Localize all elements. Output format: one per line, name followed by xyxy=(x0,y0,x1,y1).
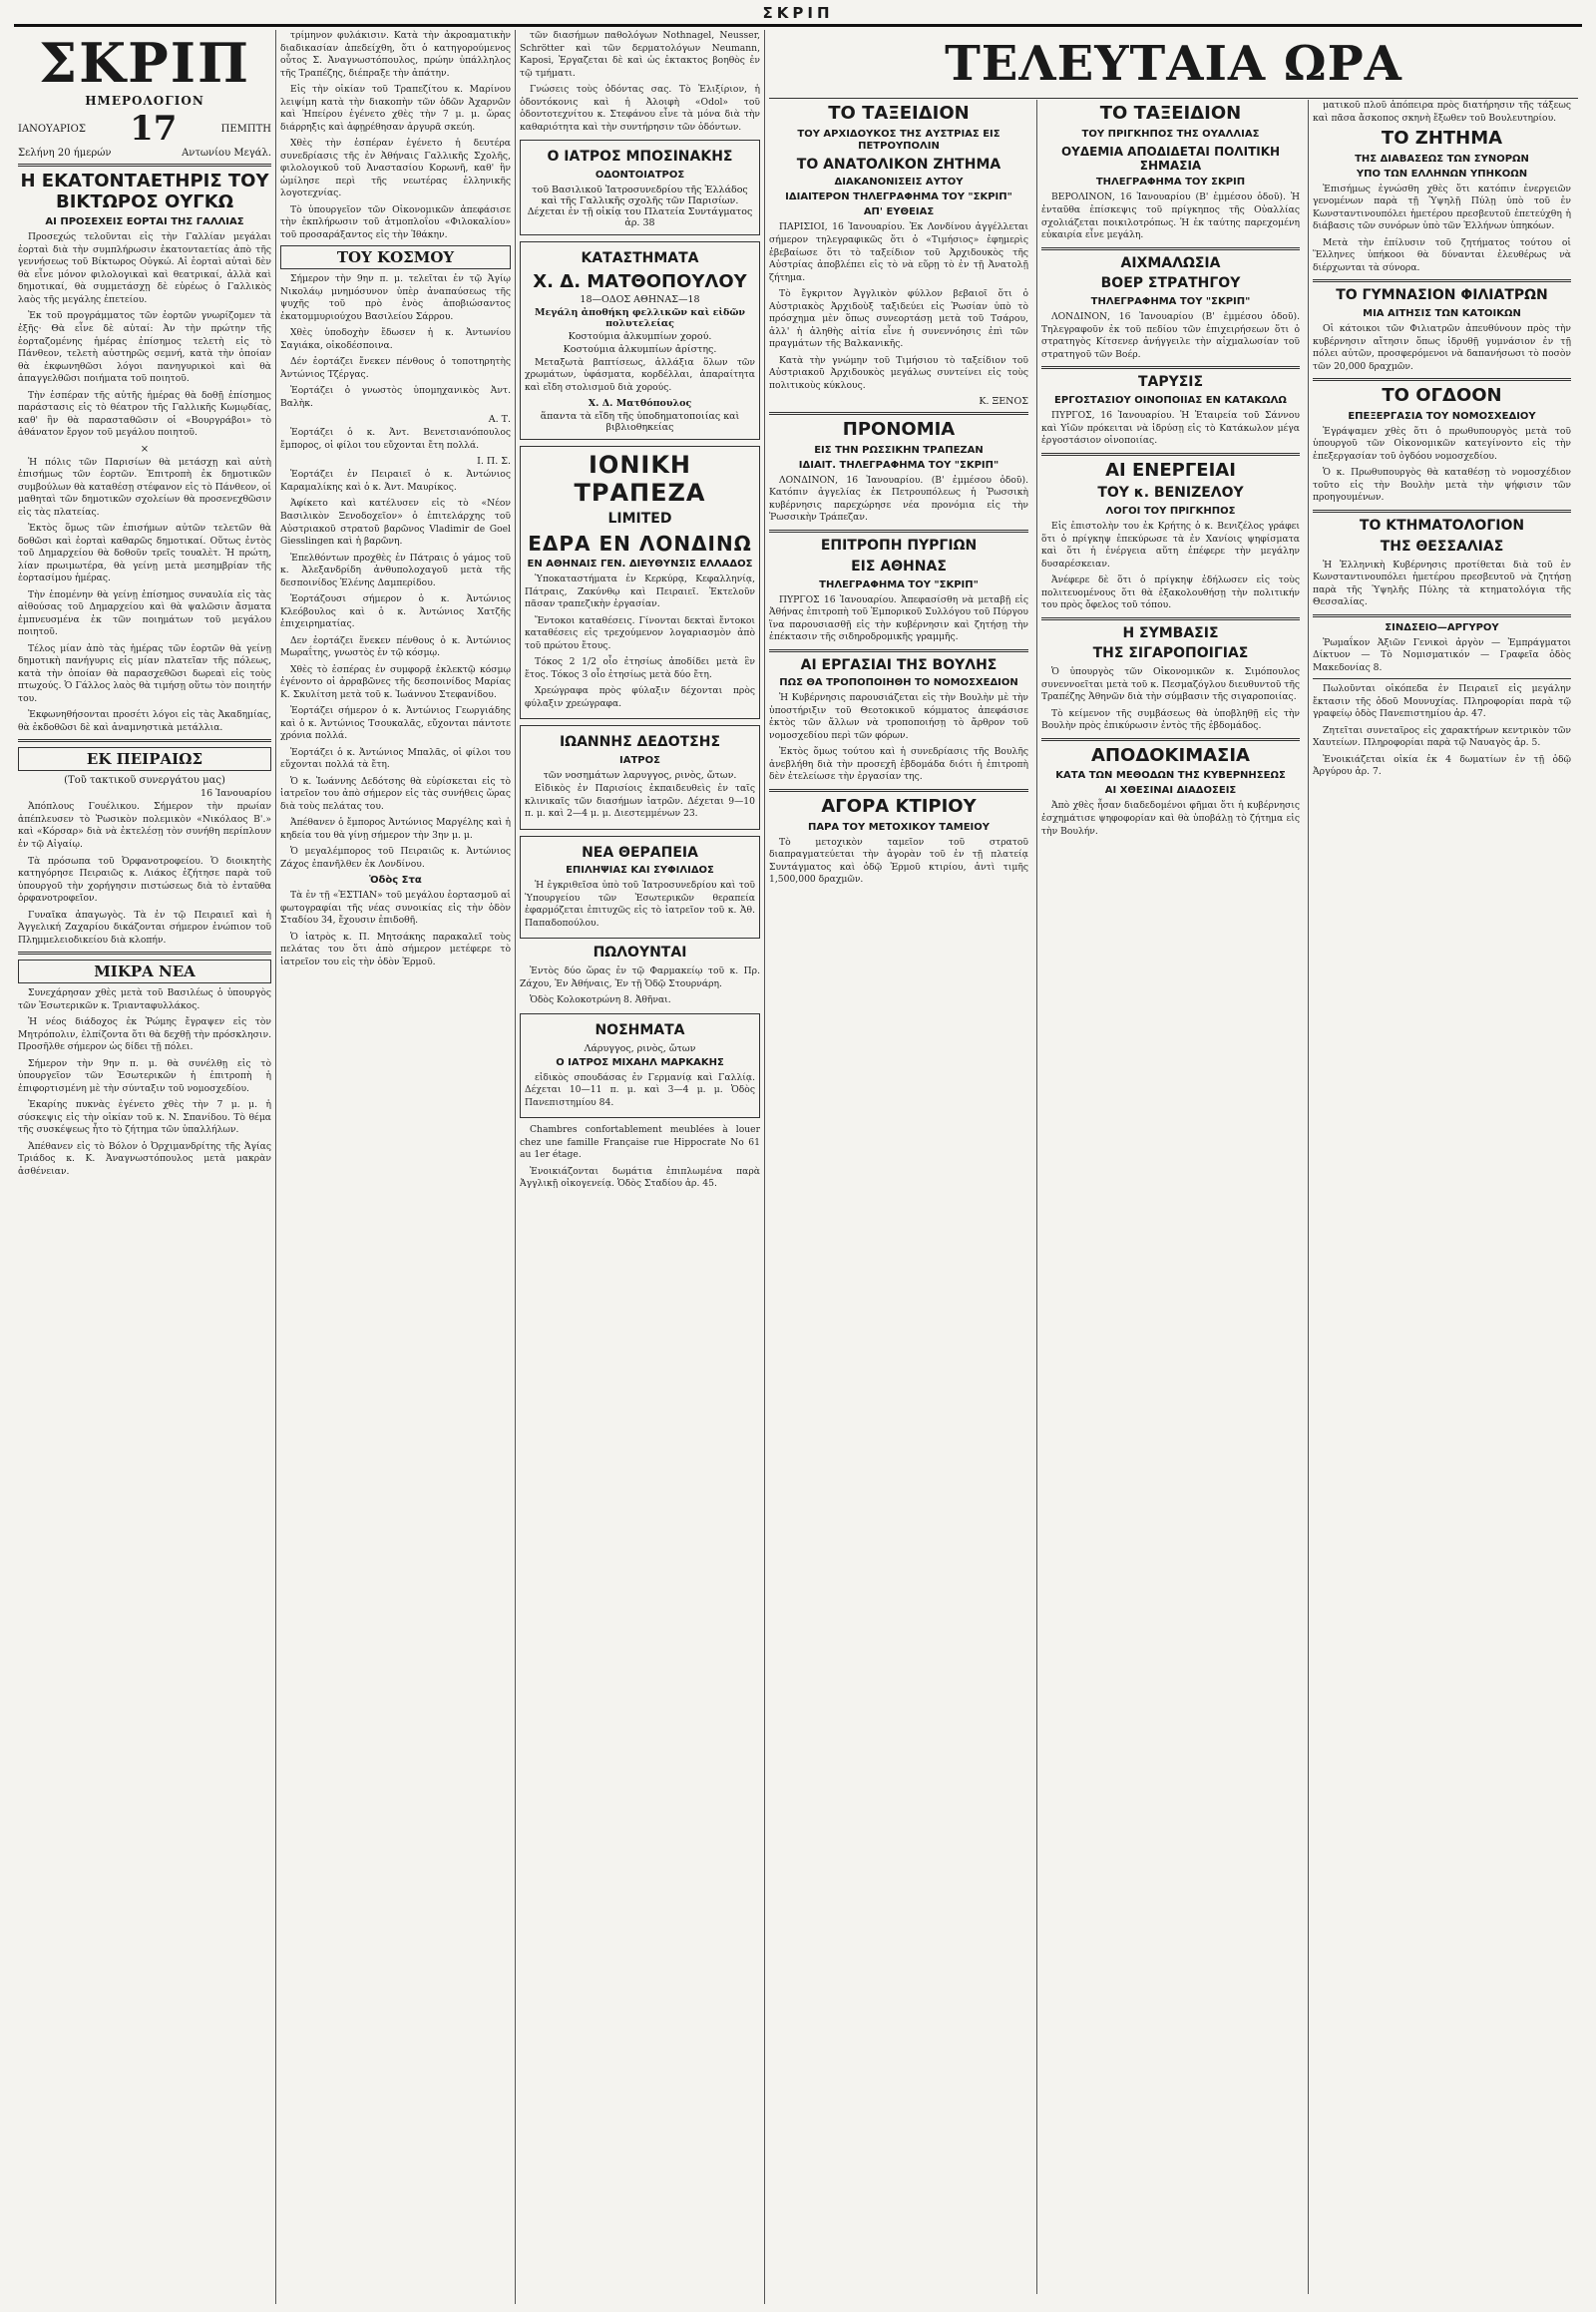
subheadline: ΛΟΓΟΙ ΤΟΥ ΠΡΙΓΚΗΠΟΣ xyxy=(1105,506,1236,518)
article-paragraph: Τὴν ἑσπέραν τῆς αὐτῆς ἡμέρας θὰ δοθῇ ἐπίσημος παράστασις εἰς τὸ θέατρον τῆς Γαλλικῆς Κωμῳδίας, καθ' ἣν θὰ παρασταθῶσιν οἱ «Βουργράβοι» τὸ ἀθάνατον ἔργον τοῦ μεγάλου ποιητοῦ. xyxy=(18,389,271,439)
ad-stores-line: Κοστούμια ἀλκυμπίων χορού. xyxy=(568,330,712,342)
column-1 xyxy=(14,30,275,2304)
article-paragraph: τρίμηνον φυλάκισιν. Κατὰ τὴν ἀκροαματικὴν διαδικασίαν ἀπεδείχθη, ὅτι ὁ κατηγορούμενος οὗτος Σ. Ἀναγνωστόπουλος, πρώην ὑπάλληλος τῆς Τραπέζης, διέπραξε τὴν ἀπάτην. xyxy=(280,30,511,79)
rule xyxy=(1041,738,1300,741)
article-paragraph: Εἰς ἐπιστολὴν του ἐκ Κρήτης ὁ κ. Βενιζέλος γράφει ὅτι ὁ πρίγκηψ ἐπεκύρωσε τὰ ἐν Χανίοις ψηφίσματα καὶ ὅτι ἡ ἐνέργεια αὕτη ἐπέφερε τὴν μεγάλην δυσαρέσκειαν. xyxy=(1041,521,1300,570)
article-paragraph: Ὁδὸς Κολοκοτρώνη 8. Ἀθῆναι. xyxy=(530,994,671,1006)
subheadline: ΚΑΤΑ ΤΩΝ ΜΕΘΟΔΩΝ ΤΗΣ ΚΥΒΕΡΝΗΣΕΩΣ xyxy=(1055,770,1286,782)
article-paragraph: ΛΟΝΔΙΝΟΝ, 16 Ἰανουαρίου (Β' ἐμμέσου ὁδοῦ). Τηλεγραφοῦν ἐκ τοῦ πεδίου τῶν ἐπιχειρήσεων ὅτι ὁ στρατηγὸς Κίτσενερ ἀνήγγειλε τὴν αἰχμαλωσίαν τοῦ στρατηγοῦ τῶν Βοέρ. xyxy=(1041,311,1300,360)
head-rule xyxy=(14,24,1582,27)
headline-mikra-nea: ΜΙΚΡΑ ΝΕΑ xyxy=(18,960,271,983)
rule xyxy=(1041,617,1300,620)
article-paragraph: Ἐπελθόντων προχθὲς ἐν Πάτραις ὁ γάμος τοῦ κ. Ἀλεξανδρίδη ἀνθυπολοχαγοῦ μετὰ τῆς δεσποινίδος Ἑλένης Δαμπερίδου. xyxy=(280,552,511,588)
subheadline: ΜΙΑ ΑΙΤΗΣΙΣ ΤΩΝ ΚΑΤΟΙΚΩΝ xyxy=(1363,308,1521,320)
rule xyxy=(1313,510,1571,513)
headline-hugo: Η ΕΚΑΤΟΝΤΑΕΤΗΡΙΣ ΤΟΥ ΒΙΚΤΩΡΟΣ ΟΥΓΚΩ xyxy=(20,171,269,212)
rule xyxy=(1041,453,1300,456)
calendar-weekday: ΠΕΜΠΤΗ xyxy=(220,123,271,135)
signature: Κ. ΞΕΝΟΣ xyxy=(979,396,1028,408)
article-paragraph: Δέν ἑορτάζει ἔνεκεν πένθους ὁ τοποτηρητὴς Ἀντώνιος Τζέργας. xyxy=(280,356,511,380)
rule xyxy=(769,789,1028,792)
telegram-label: ΙΔΙΑΙΤΕΡΟΝ ΤΗΛΕΓΡΑΦΗΜΑ ΤΟΥ "ΣΚΡΙΠ" xyxy=(785,192,1012,203)
column-2 xyxy=(275,30,515,2304)
article-paragraph: Χθὲς τὴν ἑσπέραν ἐγένετο ἡ δευτέρα συνεδρίασις τῆς ἐν Ἀθήναις Γαλλικῆς Σχολῆς, φιλολογικοῦ τοῦ Ἀναστασίου Κορωνῆ, καθ' ἣν ὡμίλησε περὶ τῆς νεωτέρας ἑλληνικῆς λογοτεχνίας. xyxy=(280,138,511,199)
article-paragraph: Προσεχώς τελοῦνται εἰς τὴν Γαλλίαν μεγάλαι ἑορταὶ διὰ τὴν συμπλήρωσιν ἑκατονταετίας ἀπὸ τῆς γεννήσεως τοῦ Βίκτωρος Οὐγκώ. Αἱ ἑορταὶ αὐταὶ δὲν θὰ εἶνε μόνον φιλολογικαὶ καὶ θεατρικαί, ἀλλὰ καὶ δημοτικαί, θὰ συμμετάσχῃ δὲ εὐρέως ὁ Γαλλικὸς λαὸς τῆς μεγάλης ἑπετείου. xyxy=(18,231,271,305)
ad-therapy-sub: ΕΠΙΛΗΨΙΑΣ ΚΑΙ ΣΥΦΙΛΙΔΟΣ xyxy=(566,865,714,877)
ad-dedotsis-name: ΙΩΑΝΝΗΣ ΔΕΔΟΤΣΗΣ xyxy=(559,734,721,751)
article-paragraph: Ἀπέθανεν ὁ ἔμπορος Ἀντώνιος Μαργέλης καὶ ἡ κηδεία του θὰ γίνῃ σήμερον τὴν 3ην μ. μ. xyxy=(280,817,511,841)
subheadline: ΠΑΡΑ ΤΟΥ ΜΕΤΟΧΙΚΟΥ ΤΑΜΕΙΟΥ xyxy=(807,821,991,833)
article-paragraph: Κατὰ τὴν γνώμην τοῦ Τιμήσιου τὸ ταξείδιον τοῦ Αὐστριακοῦ Ἀρχιδουκὸς μεγάλως συντείνει εἰς τοὺς πολιτικοὺς κύκλους. xyxy=(769,354,1028,391)
article-paragraph: Χθὲς ὑποδοχὴν ἔδωσεν ἡ κ. Ἀντωνίου Σαγιάκα, οἰκοδέσποινα. xyxy=(280,327,511,351)
headline-borders: ΤΟ ΖΗΤΗΜΑ xyxy=(1381,128,1503,150)
bank-name: ΙΟΝΙΚΗ ΤΡΑΠΕΖΑ xyxy=(574,451,706,508)
latest-news-title: ΤΕΛΕΥΤΑΙΑ ΩΡΑ xyxy=(945,36,1402,92)
subheadline: ΥΠΟ ΤΩΝ ΕΛΛΗΝΩΝ ΥΠΗΚΟΩΝ xyxy=(1356,168,1528,180)
rule xyxy=(769,98,1578,99)
calendar-title: ΗΜΕΡΟΛΟΓΙΟΝ xyxy=(85,94,204,108)
article-paragraph: Ῥωμαΐκον Ἀξιῶν Γενικοὶ ἀργὸν — Ἐμπράγματοι Δίκτυον — Τὸ Νομισματικόν — Γραφεῖα ὁδὸς Μακεδονίας 8. xyxy=(1313,636,1571,673)
rule xyxy=(769,412,1028,415)
article-paragraph: Ἐκαρίης πυκνὰς ἐγένετο χθὲς τὴν 7 μ. μ. ἡ σύσκεψις εἰς τὴν οἰκίαν τοῦ κ. Ν. Σπανίδου. Τὸ θέμα τῆς συσκέψεως ἦτο τὸ ζήτημα τῶν ὑπαλλήλων. xyxy=(18,1099,271,1136)
ad-dentist xyxy=(520,140,760,235)
bank-limited: LIMITED xyxy=(607,511,672,528)
article-paragraph: ΛΟΝΔΙΝΟΝ, 16 Ἰανουαρίου. (Β' ἐμμέσου ὁδοῦ). Κατόπιν ἀγγελίας ἐκ Πετρουπόλεως ἡ Ῥωσσικὴ κυβέρνησις παρεχώρησε νέα προνόμια εἰς τὴν Ῥωσσικὴν Τράπεζαν. xyxy=(769,474,1028,524)
article-paragraph: Χθὲς τὸ ἑσπέρας ἐν συμφορᾷ ἐκλεκτῷ κόσμῳ ἐγένοντο οἱ ἀρραβῶνες τῆς δεσποινίδος Μαρίας Κ. Σκυλίτση μετὰ τοῦ κ. Ἰωάννου Στεφανίδου. xyxy=(280,663,511,700)
section-mark: × xyxy=(140,443,150,455)
headline-captivity: ΑΙΧΜΑΛΩΣΙΑ xyxy=(1120,254,1221,271)
ad-dentist-title: ΟΔΟΝΤΟΙΑΤΡΟΣ xyxy=(595,169,685,181)
article-paragraph: Γνώσεις τοὺς ὀδόντας σας. Τὸ Ἑλιξίριον, ἡ ὀδοντόκονις καὶ ἡ Ἀλοιφὴ «Odol» τοῦ ὀδοντοτεχνίτου κ. Στεφάνου εἶνε τὰ μόνα διὰ τὴν καθαριότητα καὶ τὴν συντήρησιν τῶν ὀδόντων. xyxy=(520,84,760,133)
ad-dedotsis-title: ΙΑΤΡΟΣ xyxy=(619,755,660,767)
bank-text: Ἔντοκοι καταθέσεις. Γίνονται δεκταὶ ἔντοκοι καταθέσεις εἰς τρεχούμενον λογαριασμὸν ἀπὸ τοῦ πρώτου ἔτους. xyxy=(525,614,755,651)
ad-stores-line: Μεγάλη ἀποθήκη φελλικῶν καὶ εἰδῶν πολυτελείας xyxy=(535,306,745,329)
article-paragraph: ΒΕΡΟΛΙΝΟΝ, 16 Ἰανουαρίου (Β' ἐμμέσου ὁδοῦ). Ἡ ἐνταῦθα ἐπίσκεψις τοῦ πρίγκηπος τῆς Οὐαλλίας σχολιάζεται ποικιλοτρόπως. Ἡ ἐκ ταύτης παρεχομένη εὐκαιρία εἶνε μεγάλη. xyxy=(1041,192,1300,241)
subheadline: ΤΟ ΑΝΑΤΟΛΙΚΟΝ ΖΗΤΗΜΑ xyxy=(796,156,1001,173)
article-paragraph: Ὁ κ. Ἰωάννης Δεδότσης θὰ εὑρίσκεται εἰς τὸ ἰατρεῖον του ἀπὸ σήμερον εἰς τὰς συνήθεις ὥρας διὰ τοὺς πελάτας του. xyxy=(280,775,511,812)
headline-prince-wales: ΤΟ ΤΑΞΕΙΔΙΟΝ xyxy=(1099,103,1242,124)
article-paragraph: Ἑορτάζει ἐν Πειραιεῖ ὁ κ. Ἀντώνιος Καραμαλίκης καὶ ὁ κ. Ἀντ. Μαυρίκος. xyxy=(280,469,511,493)
subheadline: ΠΩΣ ΘΑ ΤΡΟΠΟΠΟΙΗΘΗ ΤΟ ΝΟΜΟΣΧΕΔΙΟΝ xyxy=(779,677,1018,689)
subheadline: ΒΟΕΡ ΣΤΡΑΤΗΓΟΥ xyxy=(1100,275,1241,292)
headline-odos: Ὁδὸς Στα xyxy=(369,875,422,887)
article-paragraph: Ἡ Ἑλληνικὴ Κυβέρνησις προτίθεται διὰ τοῦ ἐν Κωνσταντινουπόλει ἡμετέρου πρεσβευτοῦ νὰ ζητήσῃ παρὰ τῆς Ὑψηλῆς Πύλης τὰ κτηματολόγια τῆς Θεσσαλίας. xyxy=(1313,559,1571,608)
headline-gymnasium: ΤΟ ΓΥΜΝΑΣΙΟΝ ΦΙΛΙΑΤΡΩΝ xyxy=(1336,287,1548,304)
article-paragraph: Τὸ ὑπουργεῖον τῶν Οἰκονομικῶν ἀπεφάσισε τὴν ἐκπλήρωσιν τοῦ ἀτμοπλοΐου «Φιλοκαλίου» τοῦ προσαράξαντος εἰς τὴν Ἰθάκην. xyxy=(280,203,511,240)
rule xyxy=(769,649,1028,652)
headline-parliament: ΑΙ ΕΡΓΑΣΙΑΙ ΤΗΣ ΒΟΥΛΗΣ xyxy=(800,656,998,673)
article-paragraph: Ἐκτὸς ὅμως τούτου καὶ ἡ συνεδρίασις τῆς Βουλῆς ἀνεβλήθη διὰ τὴν προσεχῆ ἑβδομάδα διότι ἡ ἐπιτροπὴ δὲν ἐτελείωσε τὴν ἐργασίαν της. xyxy=(769,746,1028,783)
columns xyxy=(14,30,1582,2304)
article-paragraph: Ἡ Κυβέρνησις παρουσιάζεται εἰς τὴν Βουλὴν μὲ τὴν ὑποστήριξιν τοῦ Θεοτοκικοῦ κόμματος ἀπεφάσισε ἐκτὸς τῶν ἄλλων νὰ τροποποιήσῃ τὸ ἄρθρον τοῦ νομοσχεδίου περὶ τῶν φόρων. xyxy=(769,692,1028,741)
article-paragraph: Ἐκφωνηθήσονται προσέτι λόγοι εἰς τὰς Ἀκαδημίας, θὰ ἐκδοθῶσι δὲ καὶ ἀναμνηστικὰ μετάλλια. xyxy=(18,709,271,733)
article-paragraph: Ἐπισήμως ἐγνώσθη χθὲς ὅτι κατόπιν ἐνεργειῶν γενομένων παρὰ τῇ Ὑψηλῇ Πύλῃ ὑπὸ τοῦ ἐν Κωνσταντινουπόλει ἡμετέρου πρεσβευτοῦ ἐπετεύχθη ἡ διάβασις τῶν συνόρων ὑπὸ τῶν Ἑλλήνων ὑπηκόων. xyxy=(1313,183,1571,232)
article-paragraph: Γυναῖκα ἀπαγωγὸς. Τὰ ἐν τῷ Πειραιεῖ καὶ ἡ Ἀγγελική Ζαχαρίου δικάζονται σήμερον ἐνώπιον τοῦ Πλημμελειοδικείου διὰ κλοπήν. xyxy=(18,909,271,946)
telegram-label: ΤΗΛΕΓΡΑΦΗΜΑ ΤΟΥ ΣΚΡΙΠ xyxy=(1095,177,1246,189)
telegram-label: ΤΗΛΕΓΡΑΦΗΜΑ ΤΟΥ "ΣΚΡΙΠ" xyxy=(819,578,979,590)
subheadline: ΤΟΥ ΠΡΙΓΚΗΠΟΣ ΤΗΣ ΟΥΑΛΛΙΑΣ xyxy=(1081,128,1260,140)
ad-stores xyxy=(520,241,760,440)
telegram-label: ΑΠ' ΕΥΘΕΙΑΣ xyxy=(863,206,935,218)
headline-founding: ΤΑΡΥΣΙΣ xyxy=(1137,374,1204,391)
article-paragraph: Ὁ ὑπουργὸς τῶν Οἰκονομικῶν κ. Σιμόπουλος συνεννοεῖται μετὰ τοῦ κ. Πεσμαζόγλου διευθυντοῦ τῆς Τραπέζης Ἀθηνῶν διὰ τὴν σύμβασιν τῆς σιγαροποιίας. xyxy=(1041,666,1300,703)
piraeus-byline: (Τοῦ τακτικοῦ συνεργάτου μας) xyxy=(64,775,225,787)
calendar-row-2 xyxy=(18,148,271,159)
article-paragraph: Σήμερον τὴν 9ην π. μ. θὰ συνέλθῃ εἰς τὸ ὑπουργεῖον τῶν Ἐσωτερικῶν ἡ ἐπιτροπὴ ἡ ἐπιφορτισμένη μὲ τὴν σύνταξιν τοῦ νομοσχεδίου. xyxy=(18,1057,271,1094)
classified-ad: Ζητεῖται συνεταῖρος εἰς χαρακτήρων κεντρικὸν τῶν Χαυτείων. Πληροφορίαι παρὰ τῷ Ναυαγὸς ἀρ. 5. xyxy=(1313,724,1571,749)
subheadline: ΤΗΣ ΔΙΑΒΑΣΕΩΣ ΤΩΝ ΣΥΝΟΡΩΝ xyxy=(1355,153,1529,165)
masthead-title: ΣΚΡΙΠ xyxy=(39,31,250,95)
calendar-month: ΙΑΝΟΥΑΡΙΟΣ xyxy=(18,123,86,135)
article-paragraph: τῶν διασήμων παθολόγων Nothnagel, Neusser, Schrötter καὶ τῶν δερματολόγων Neumann, Kaposi, Ἐργαζεται δὲ καὶ ὡς ἐκτακτος βοηθὸς ἐν τῷ τμήματι. xyxy=(520,30,760,79)
article-paragraph: Τὰ ἐν τῇ «ἙΣΤΙΑΝ» τοῦ μεγάλου ἑορτασμοῦ αἱ φωτογραφίαι τῆς νέας συνοικίας εἰς τὴν ὁδὸν Σταδίου 34, ἔχουσιν ἐπιδοθῆ. xyxy=(280,890,511,927)
telegram-label: ΙΔΙΑΙΤ. ΤΗΛΕΓΡΑΦΗΜΑ ΤΟΥ "ΣΚΡΙΠ" xyxy=(798,459,999,471)
rule xyxy=(769,530,1028,533)
headline-eighth: ΤΟ ΟΓΔΟΟΝ xyxy=(1382,385,1502,407)
headline-exchange: ΣΙΝΔΣΕΙΟ—ΑΡΓΥΡΟΥ xyxy=(1385,621,1499,633)
calendar-day: 17 xyxy=(130,109,178,149)
ad-markakis-specialty: Λάρυγγος, ρινὸς, ὤτων xyxy=(584,1042,696,1054)
latest-news-section xyxy=(764,30,1582,2304)
bank-text: Τόκος 2 1/2 οἷο ἐτησίως ἀποδίδει μετὰ ἓν ἔτος. Τόκος 3 οἷο ἐτησίως μετὰ δύο ἔτη. xyxy=(525,656,755,680)
article-paragraph: Ἀπέθανεν εἰς τὸ Βόλον ὁ Ὀρχιμανδρίτης τῆς Ἁγίας Τριάδος κ. Κ. Ἀναγνωστόπουλος μετὰ μακρὰν ἀσθένειαν. xyxy=(18,1140,271,1177)
subheadline: ΑΙ ΧΘΕΣΙΝΑΙ ΔΙΑΔΟΣΕΙΣ xyxy=(1104,785,1237,797)
article-paragraph: Chambres confortablement meublées à louer chez une famille Française rue Hippocrate No 61 au 1er étage. xyxy=(520,1124,760,1161)
rule xyxy=(1041,366,1300,369)
calendar-moon: Σελήνη 20 ήμερών xyxy=(18,148,112,159)
headline-polountai: ΠΩΛΟΥΝΤΑΙ xyxy=(593,945,687,962)
ad-stores-name: Χ. Δ. ΜΑΤΘΟΠΟΥΛΟΥ xyxy=(533,270,747,292)
article-paragraph: Τὸ κείμενον τῆς συμβάσεως θὰ ὑποβληθῇ εἰς τὴν Βουλὴν πρὸς ἐπικύρωσιν ἐντὸς τῆς ἑβδομάδος. xyxy=(1041,707,1300,732)
ad-therapy-title: ΝΕΑ ΘΕΡΑΠΕΙΑ xyxy=(582,844,698,861)
headline-piraeus: ΕΚ ΠΕΙΡΑΙΩΣ xyxy=(18,747,271,771)
headline-cadastre: ΤΟ ΚΤΗΜΑΤΟΛΟΓΙΟΝ xyxy=(1359,517,1525,534)
article-paragraph: Τὰ πρόσωπα τοῦ Ὀρφανοτροφείου. Ὁ διοικητὴς κατηγόρησε Πειραιῶς κ. Λιάκος ἐζήτησε παρὰ τοῦ ὑπουργοῦ τὴν χορήγησιν πιστώσεως διὰ τὸ ἐνταῦθα ὀρφανοτροφεῖον. xyxy=(18,855,271,905)
article-paragraph: Ἐκτὸς ὅμως τῶν ἐπισήμων αὐτῶν τελετῶν θὰ δοθῶσι καὶ ἑορταὶ καθαρῶς δημοτικαί. Οὕτως ἐντὸς τοῦ Δημαρχείου θὰ δοθοῦν τρεῖς τουαλὲτ. Ἡ πρώτη, λίαν πρωιμωτέρα, θὰ γείνῃ μετὰ μεσημβρίαν τῆς ἑορτασίμου ἡμέρας. xyxy=(18,523,271,584)
ad-stores-signature: Χ. Δ. Ματθόπουλος xyxy=(588,398,692,410)
article-paragraph: Σήμερον τὴν 9ην π. μ. τελεῖται ἐν τῷ Ἁγίῳ Νικολάῳ μνημόσυνον ὑπὲρ ἀναπαύσεως τῆς ψυχῆς τοῦ πρὸ ἑνὸς ἀποβιώσαντος ἐκατομμυριούχου Βασιλείου Σάρρου. xyxy=(280,273,511,322)
article-paragraph: Εἰς τὴν οἰκίαν τοῦ Τραπεζίτου κ. Μαρίνου λειψίμη κατὰ τὴν διακοπὴν τῶν ὁδῶν Ἀχαρνῶν καὶ Ἠπείρου ἐγένετο χθὲς τὴν 7 μ. μ. ὥρας διάρρηξις καὶ ἀφῃρέθησαν ἀργυρᾶ σκεύη. xyxy=(280,84,511,133)
bank-seat: ΕΔΡΑ ΕΝ ΛΟΝΔΙΝΩ xyxy=(528,532,752,557)
headline-archduke: ΤΟ ΤΑΞΕΙΔΙΟΝ xyxy=(828,103,970,124)
headline-tou-kosmou: ΤΟΥ ΚΟΣΜΟΥ xyxy=(280,245,511,269)
subheadline: ΕΠΕΞΕΡΓΑΣΙΑ ΤΟΥ ΝΟΜΟΣΧΕΔΙΟΥ xyxy=(1348,410,1536,422)
article-paragraph: ΠΑΡΙΣΙΟΙ, 16 Ἰανουαρίου. Ἐκ Λονδίνου ἀγγέλλεται σήμερον τηλεγραφικῶς ὅτι ὁ «Τιμήσιος» ἐφημερὶς ἐβεβαίωσε ὅτι τὸ ταξείδιον τοῦ Ἀρχιδουκὸς τῆς Αὐστρίας ἀποβλέπει εἰς τὸ νὰ εὕρῃ τὸ ἐν τῇ Ἀνατολῇ ζήτημα. xyxy=(769,221,1028,283)
ad-stores-line: Κοστούμια ἀλκυμπίων ἀρίστης. xyxy=(563,343,717,355)
article-paragraph: Ἐντὸς δύο ὥρας ἐν τῷ Φαρμακείῳ τοῦ κ. Πρ. Ζάχου, Ἐν Ἀθήναις, Ἐν τῇ Ὁδῷ Στουρνάρη. xyxy=(520,965,760,989)
article-paragraph: Ὁ ἰατρὸς κ. Π. Μητσάκης παρακαλεῖ τοὺς πελάτας του ὅτι ἀπὸ σήμερον μετέφερε τὸ ἰατρεῖον του εἰς τὴν ὁδὸν Ἑρμοῦ. xyxy=(280,931,511,967)
ad-stores-tail: ἅπαντα τὰ εἴδη τῆς ὑποδηματοποιίας καὶ βιβλιοθηκείας xyxy=(540,411,740,434)
article-paragraph: Τὸ ἔγκριτον Ἀγγλικὸν φύλλον βεβαιοῖ ὅτι ὁ Αὐστριακὸς Ἀρχιδοὺξ ταξιδεύει εἰς Ῥωσίαν ὑπὸ τὸ πρόσχημα μὲν ὅπως συνεορτάσῃ μετὰ τοῦ Τσάρου, ἀλλ' ἡ ἀληθὴς αἰτία εἶνε ἡ συνεννόησις ἐπὶ τῶν πραγμάτων τῆς Βαλκανικῆς. xyxy=(769,288,1028,350)
article-paragraph: Τέλος μίαν ἀπὸ τὰς ἡμέρας τῶν ἑορτῶν θὰ γείνῃ δημοτικὴ πανήγυρις εἰς μίαν πλατεῖαν τῆς πόλεως, κατὰ τὴν ὁποίαν θὰ παρασχεθῶσι δωρεαὶ εἰς τοὺς πτωχούς. Ὁ Γάλλος λαὸς θὰ τιμήσῃ οὕτω τὸν ποιητήν του. xyxy=(18,642,271,704)
column-3 xyxy=(515,30,764,2304)
rule xyxy=(18,739,271,742)
article-paragraph: Ἑορτάζει σήμερον ὁ κ. Ἀντώνιος Γεωργιάδης καὶ ὁ κ. Ἀντώνιος Τσουκαλᾶς, εὔχονται πάντοτε χρόνια πολλά. xyxy=(280,705,511,742)
article-paragraph: ματικοῦ πλοῦ ἀπόπειρα πρὸς διατήρησιν τῆς τάξεως καὶ πᾶσα ἄσκοπος σκηνὴ ἔξωθεν τοῦ Βουλευτηρίου. xyxy=(1313,100,1571,124)
ad-stores-text: Μεταξωτὰ βαπτίσεως, ἀλλάξια ὅλων τῶν χρωμάτων, ὑφάσματα, κορδέλλαι, ἀπαραίτητα καὶ εἴδη στολισμοῦ διὰ χορούς. xyxy=(525,356,755,393)
bank-text: Ὑποκαταστήματα ἐν Κερκύρᾳ, Κεφαλληνίᾳ, Πάτραις, Ζακύνθῳ καὶ Πειραιεῖ. Ἐκτελοῦν πᾶσαν τραπεζικὴν ἐργασίαν. xyxy=(525,574,755,610)
ad-dedotsis xyxy=(520,725,760,829)
article-paragraph: Τὸ μετοχικὸν ταμεῖον τοῦ στρατοῦ διαπραγματεύεται τὴν ἀγορὰν τοῦ ἐν τῇ πλατείᾳ Συντάγματος καὶ ὁδῷ Ἑρμοῦ κτιρίου, ἀντὶ τιμῆς 1,500,000 δραχμῶν. xyxy=(769,836,1028,886)
ad-dentist-text: τοῦ Βασιλικοῦ Ἰατροσυνεδρίου τῆς Ἑλλάδος καὶ τῆς Γαλλικῆς σχολῆς τῶν Παρισίων. Δέχεται ἐν τῇ οἰκίᾳ του Πλατεία Συντάγματος ἀρ. 38 xyxy=(527,184,753,228)
article-paragraph: Οἱ κάτοικοι τῶν Φιλιατρῶν ἀπευθύνουν πρὸς τὴν κυβέρνησιν αἴτησιν ὅπως ἱδρυθῇ γυμνάσιον ἐν τῇ πόλει αὐτῶν, προσφερόμενοι νὰ δαπανήσωσι τὸ ποσὸν τῶν 20,000 δραχμῶν. xyxy=(1313,323,1571,372)
rule xyxy=(18,952,271,955)
article-paragraph: Ἐνοικιάζονται δωμάτια ἐπιπλωμένα παρὰ Ἀγγλικῇ οἰκογενείᾳ. Ὁδὸς Σταδίου ἀρ. 45. xyxy=(520,1165,760,1190)
article-paragraph: Ἑορτάζει ὁ γνωστὸς ὑπομηχανικὸς Ἀντ. Βαλὴκ. xyxy=(280,385,511,409)
headline-disapproval: ΑΠΟΔΟΚΙΜΑΣΙΑ xyxy=(1091,744,1250,766)
article-paragraph: Ἐγράψαμεν χθὲς ὅτι ὁ πρωθυπουργὸς μετὰ τοῦ ὑπουργοῦ τῶν Οἰκονομικῶν κατεγίνοντο εἰς τὴν ἐπεξεργασίαν τοῦ ὀγδόου νομοσχεδίου. xyxy=(1313,425,1571,462)
ad-markakis-heading: ΝΟΣΗΜΑΤΑ xyxy=(595,1021,685,1038)
classified-ad: Πωλοῦνται οἰκόπεδα ἐν Πειραιεῖ εἰς μεγάλην ἔκτασιν τῆς ὁδοῦ Μουνυχίας. Πληροφορίαι παρὰ τῷ γραφείῳ ὁδὸς Πανεπιστημίου ἀρ. 47. xyxy=(1313,683,1571,720)
article-paragraph: Ἑορτάζει ὁ κ. Ἀντώνιος Μπαλᾶς, οἱ φίλοι του εὔχονται πολλά τὰ ἔτη. xyxy=(280,746,511,771)
telegram-label: ΤΗΛΕΓΡΑΦΗΜΑ ΤΟΥ "ΣΚΡΙΠ" xyxy=(1090,296,1251,308)
article-paragraph: Ἀφίκετο καὶ κατέλυσεν εἰς τὸ «Νέον Βασιλικὸν Ξενοδοχεῖον» ὁ ἐπιτελάρχης τοῦ Αὐστριακοῦ στρατοῦ βαρῶνος Vladimir de Goel Giesslingen καὶ ἡ βαρῶνη. xyxy=(280,498,511,548)
article-paragraph: Ἀνέφερε δὲ ὅτι ὁ πρίγκηψ ἐδήλωσεν εἰς τοὺς πολιτευομένους ὅτι θὰ ἐξακολουθήσῃ τὴν πολιτικήν του πρὸς ὄφελος τοῦ τόπου. xyxy=(1041,575,1300,611)
article-paragraph: Ἡ νέος διάδοχος ἐκ Ῥώμης ἔγραψεν εἰς τὸν Μητρόπολιν, ἐλπίζοντα ὅτι θὰ δεχθῇ τὴν πρόσκλησιν. Προσῆλθε σήμερον ὡς δίδει τῇ πόλει. xyxy=(18,1016,271,1053)
subheadline: ΕΙΣ ΑΘΗΝΑΣ xyxy=(851,558,947,575)
headline-contract: Η ΣΥΜΒΑΣΙΣ xyxy=(1122,624,1219,641)
subheadline: ΤΗΣ ΣΙΓΑΡΟΠΟΙΓΙΑΣ xyxy=(1092,645,1249,662)
headline-venizelos: ΑΙ ΕΝΕΡΓΕΙΑΙ xyxy=(1105,459,1236,481)
rule xyxy=(1041,247,1300,250)
subheadline: ΤΟΥ κ. ΒΕΝΙΖΕΛΟΥ xyxy=(1097,485,1244,502)
article-paragraph: Δεν ἑορτάζει ἕνεκεν πένθους ὁ κ. Ἀντώνιος Μωραΐτης, γνωστὸς ἐν τῷ κόσμῳ. xyxy=(280,634,511,659)
article-paragraph: Ὁ κ. Πρωθυπουργὸς θὰ καταθέσῃ τὸ νομοσχέδιον τοῦτο εἰς τὴν Βουλὴν μετὰ τὴν ψήφισιν τῶν προηγουμένων. xyxy=(1313,467,1571,504)
article-paragraph: Τὴν ἑπομένην θὰ γείνῃ ἐπίσημος συναυλία εἰς τὰς αἰθούσας τοῦ Δημαρχείου καὶ θὰ ψαλῶσιν ἄσματα ἐμπνευσμένα ἐκ τῶν ποιημάτων τοῦ μεγάλου ποιητοῦ. xyxy=(18,588,271,638)
running-head: ΣΚΡΙΠ xyxy=(762,4,834,22)
subheadline: ΤΗΣ ΘΕΣΣΑΛΙΑΣ xyxy=(1380,538,1504,555)
article-paragraph: ΠΥΡΓΟΣ, 16 Ἰανουαρίου. Ἡ Ἑταιρεία τοῦ Σάννου καὶ Υἱῶν πρόκειται νὰ ἱδρύσῃ εἰς τὸ Κατάκωλον μέγα ἐργοστάσιον οἰνοποιίας. xyxy=(1041,409,1300,447)
ad-ionian-bank xyxy=(520,446,760,719)
ad-markakis xyxy=(520,1013,760,1118)
subheadline: ΟΥΔΕΜΙΑ ΑΠΟΔΙΔΕΤΑΙ ΠΟΛΙΤΙΚΗ ΣΗΜΑΣΙΑ xyxy=(1060,144,1281,174)
article-paragraph: Ὁ μεγαλέμπορος τοῦ Πειραιῶς κ. Ἀντώνιος Ζάχος ἐπανῆλθεν ἐκ Λονδίνου. xyxy=(280,846,511,870)
signature: Ι. Π. Σ. xyxy=(477,456,511,468)
headline-building: ΑΓΟΡΑ ΚΤΙΡΙΟΥ xyxy=(821,796,977,817)
article-paragraph: ΠΥΡΓΟΣ 16 Ἰανουαρίου. Ἀπεφασίσθη νὰ μεταβῇ εἰς Ἀθήνας ἐπιτροπὴ τοῦ Ἐμπορικοῦ Συλλόγου τοῦ Πύργου ἵνα παρουσιασθῇ εἰς τὴν κυβέρνησιν καὶ ζητήσῃ τὴν ἐπέκτασιν τῆς σιδηροδρομικῆς γραμμῆς. xyxy=(769,593,1028,643)
subheadline: ΕΙΣ ΤΗΝ ΡΩΣΣΙΚΗΝ ΤΡΑΠΕΖΑΝ xyxy=(814,444,984,456)
rule xyxy=(1313,279,1571,282)
article-paragraph: Συνεχάρησαν χθὲς μετὰ τοῦ Βασιλέως ὁ ὑπουργὸς τῶν Ἐσωτερικῶν κ. Τριανταφυλλάκος. xyxy=(18,987,271,1011)
column-4 xyxy=(765,100,1032,2294)
subheadline: ΕΡΓΟΣΤΑΣΙΟΥ ΟΙΝΟΠΟΙΙΑΣ ΕΝ ΚΑΤΑΚΩΛΩ xyxy=(1054,394,1287,406)
article-paragraph: Ἀπὸ χθὲς ἦσαν διαδεδομένοι φῆμαι ὅτι ἡ κυβέρνησις ἐσχημάτισε ψηφοφορίαν καὶ θὰ ὑποβάλῃ τὸ ζήτημα εἰς τὴν Βουλήν. xyxy=(1041,800,1300,837)
ad-dedotsis-specialty: τῶν νοσημάτων λαρυγγος, ρινὸς, ὤτων. xyxy=(543,770,737,782)
rule xyxy=(1313,378,1571,381)
ad-therapy-text: Ἡ ἐγκριθεῖσα ὑπὸ τοῦ Ἰατροσυνεδρίου καὶ τοῦ Ὑπουργείου τῶν Ἐσωτερικῶν θεραπεία ἐφαρμόζεται ἐπιτυχῶς εἰς τὸ ἰατρεῖον τοῦ κ. Ἀθ. Παπαδοπούλου. xyxy=(525,880,755,929)
column-6 xyxy=(1308,100,1575,2294)
article-paragraph: Ἑορτάζει ὁ κ. Ἀντ. Βενετσιανόπουλος ἔμπορος, οἱ φίλοι του εὔχονται ἔτη πολλά. xyxy=(280,427,511,451)
ad-therapy xyxy=(520,836,760,940)
bank-text: Χρεώγραφα πρὸς φύλαξιν δέχονται πρὸς φύλαξιν χρεώγραφα. xyxy=(525,685,755,709)
headline-privileges: ΠΡΟΝΟΜΙΑ xyxy=(842,419,956,441)
rule xyxy=(1313,678,1571,679)
rule xyxy=(18,164,271,167)
rule xyxy=(1313,614,1571,617)
headline-pyrgos-committee: ΕΠΙΤΡΟΠΗ ΠΥΡΓΙΩΝ xyxy=(820,537,978,554)
article-paragraph: Ἡ πόλις τῶν Παρισίων θὰ μετάσχῃ καὶ αὐτὴ ἐπισήμως τῶν ἑορτῶν. Ἐπιτροπὴ ἐκ δημοτικῶν συμβούλων θὰ καταθέσῃ στέφανον εἰς τὸ Πάνθεον, οἱ μαθηταὶ τῶν δημοτικῶν σχολείων θὰ προσενεχθῶσιν εἰς τὰς πλατείας. xyxy=(18,456,271,518)
article-paragraph: Ἐκ τοῦ προγράμματος τῶν ἑορτῶν γνωρίζομεν τὰ ἑξῆς· Θὰ εἶνε δὲ αὐταί: Ἀν τὴν πρώτην τῆς ἑορταζομένης ἡμέρας ἐπίσημος τελετὴ εἰς τὸ Πάνθεον, τελετὴ αὐστηρῶς σεμνή, κατὰ τὴν ὁποίαν θὰ ἐκφωνηθῶσι λόγοι πανηγυρικοὶ καὶ θὰ ἀπαγγελθῶσι ποιήματα τοῦ ποιητοῦ. xyxy=(18,310,271,385)
calendar-saint: Αντωνίου Μεγάλ. xyxy=(182,148,271,159)
column-5 xyxy=(1036,100,1304,2294)
ad-markakis-text: εἰδικὸς σπουδάσας ἐν Γερμανίᾳ καὶ Γαλλίᾳ. Δέχεται 10—11 π. μ. καὶ 3—4 μ. μ. Ὁδὸς Πανεπιστημίου 84. xyxy=(525,1071,755,1108)
ad-dedotsis-text: Εἰδικὸς ἐν Παρισίοις ἐκπαιδευθεὶς ἐν ταῖς κλινικαῖς τῶν διασήμων ἰατρῶν. Δέχεται 9—10 π. μ. καὶ 2—4 μ. μ. Διεστεμμένων 23. xyxy=(525,783,755,820)
ad-markakis-name: Ο ΙΑΤΡΟΣ ΜΙΧΑΗΛ ΜΑΡΚΑΚΗΣ xyxy=(556,1056,724,1068)
subheadline-hugo: ΑΙ ΠΡΟΣΕΧΕΙΣ ΕΟΡΤΑΙ ΤΗΣ ΓΑΛΛΙΑΣ xyxy=(45,216,244,228)
piraeus-date: 16 Ἰανουαρίου xyxy=(200,788,271,800)
article-paragraph: Ἑορτάζουσι σήμερον ὁ κ. Ἀντώνιος Κλεόβουλος καὶ ὁ κ. Ἀντώνιος Χατζῆς ἐπιχειρηματίας. xyxy=(280,593,511,630)
classified-ad: Ἐνοικιάζεται οἰκία ἐκ 4 δωματίων ἐν τῇ ὁδῷ Ἀργύρου ἀρ. 7. xyxy=(1313,753,1571,778)
ad-stores-address: 18—ΟΔΟΣ ΑΘΗΝΑΣ—18 xyxy=(580,293,700,305)
ad-stores-heading: ΚΑΤΑΣΤΗΜΑΤΑ xyxy=(581,249,699,266)
subheadline: ΔΙΑΚΑΝΟΝΙΣΕΙΣ ΑΥΤΟΥ xyxy=(834,177,964,189)
calendar-row xyxy=(18,109,271,149)
subheadline: ΤΟΥ ΑΡΧΙΔΟΥΚΟΣ ΤΗΣ ΑΥΣΤΡΙΑΣ ΕΙΣ ΠΕΤΡΟΥΠΟΛΙΝ xyxy=(797,128,1000,152)
article-paragraph: Μετὰ τὴν ἐπίλυσιν τοῦ ζητήματος τούτου οἱ Ἕλληνες ὑπήκοοι θὰ δύνανται ἐλευθέρως νὰ διέρχωνται τὰ σύνορα. xyxy=(1313,236,1571,273)
bank-branch: ΕΝ ΑΘΗΝΑΙΣ ΓΕΝ. ΔΙΕΥΘΥΝΣΙΣ ΕΛΛΑΔΟΣ xyxy=(527,559,753,571)
ad-dentist-name: Ο ΙΑΤΡΟΣ ΜΠΟΣΙΝΑΚΗΣ xyxy=(547,149,733,166)
article-paragraph: Ἀπόπλους Γουέλικου. Σήμερον τὴν πρωίαν ἀπέπλευσεν τὸ Ῥωσικὸν πολεμικὸν «Νικόλαος Β'.» καὶ «Κόρσαρ» διὰ νὰ ἐκτελέσῃ τὸν συνήθη περίπλουν ἐν τῷ Αἰγαίῳ. xyxy=(18,801,271,850)
signature: Α. Τ. xyxy=(488,414,511,426)
